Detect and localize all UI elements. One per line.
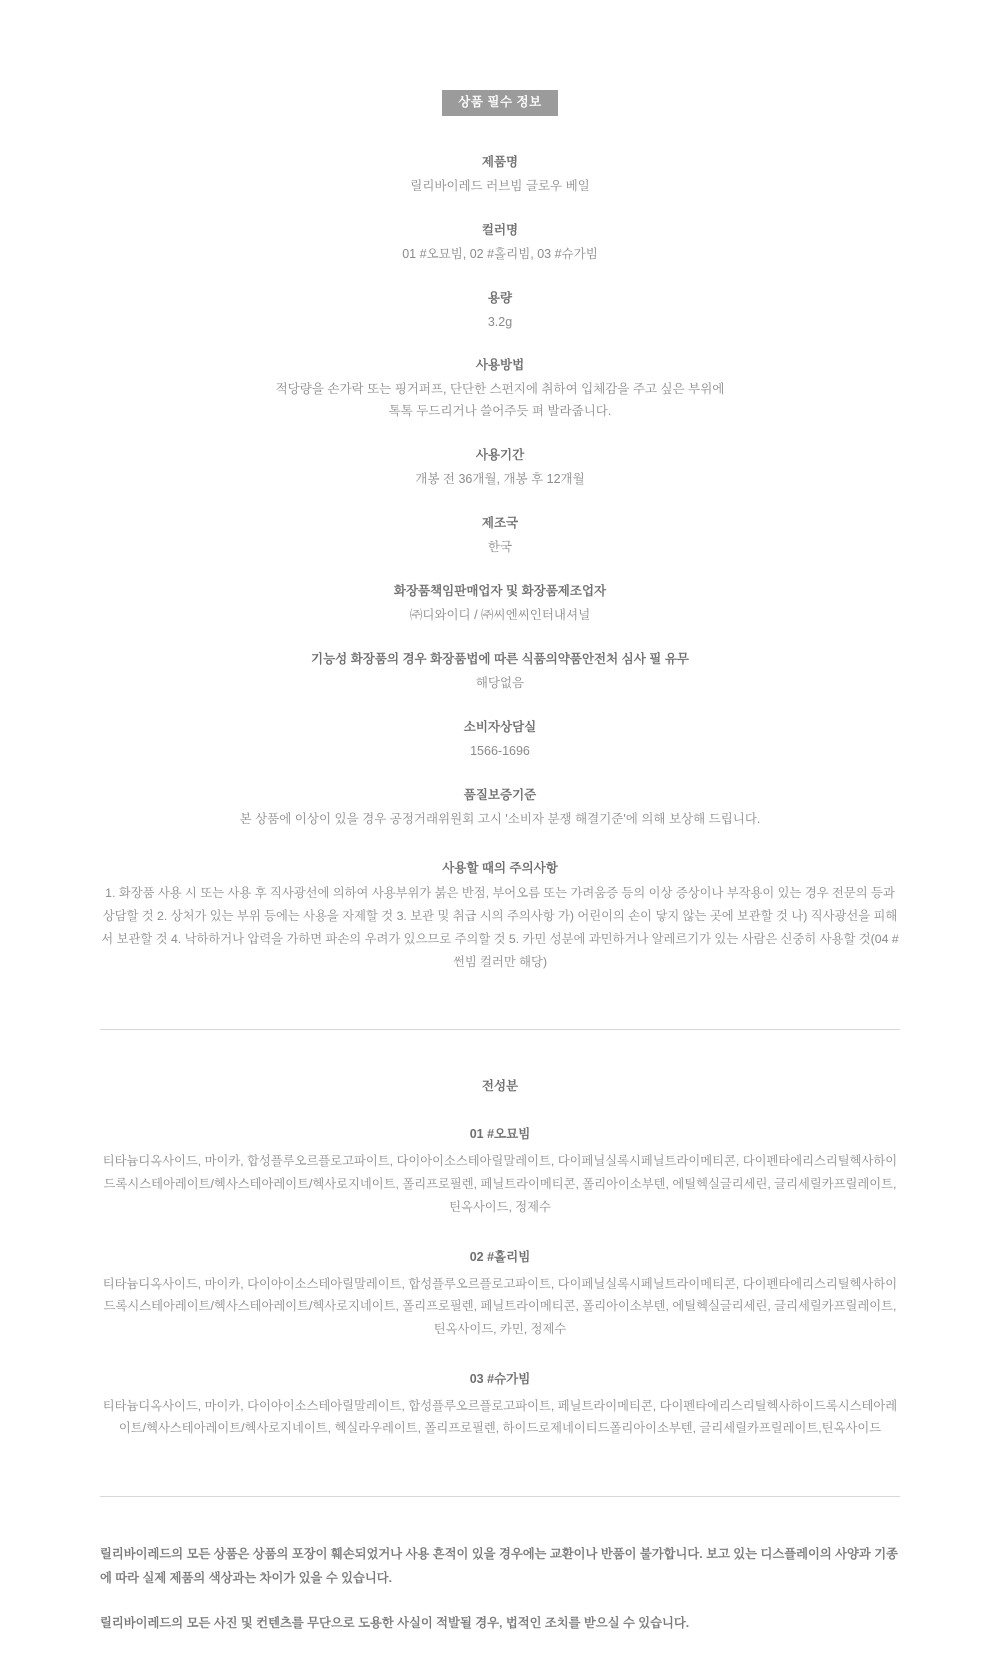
divider-top <box>100 1029 900 1030</box>
info-label: 용량 <box>487 290 513 305</box>
ingredient-group-list: 티타늄디옥사이드, 마이카, 합성플루오르플로고파이트, 다이아이소스테아릴말레이트, 다이페닐실록시페닐트라이메티콘, 다이펜타에리스리틸헥사하이드록시스테아레이트/헥사스테아레이트/헥사로지네이트, 폴리프로필렌, 페닐트라이메티콘, 폴리아이소부텐, 에틸헥실글리세린, 글리세릴카프릴레이트, 틴옥사이드, 정제수 <box>102 1154 898 1214</box>
info-block-product-name <box>100 152 900 198</box>
info-block-functional-cosmetics-review <box>100 649 900 695</box>
info-label: 사용기간 <box>475 448 525 463</box>
info-value <box>100 379 900 423</box>
info-value-line: 한국 <box>487 540 513 554</box>
footer-note-exchange-policy: 릴리바이레드의 모든 상품은 상품의 포장이 훼손되었거나 사용 흔적이 있을 경우에는 교환이나 반품이 불가합니다. 보고 있는 디스플레이의 사양과 기종에 따라 실제 제품의 색상과는 차이가 있을 수 있습니다. <box>100 1547 898 1585</box>
info-label: 화장품책임판매업자 및 화장품제조업자 <box>393 583 607 598</box>
info-value-line: 적당량을 손가락 또는 핑거퍼프, 단단한 스펀지에 취하여 입체감을 주고 싶은 부위에 <box>275 382 725 397</box>
info-block-color-name <box>100 220 900 266</box>
ingredient-group-01 <box>100 1124 900 1218</box>
info-value-line: 해당없음 <box>475 675 525 690</box>
info-value-line: 톡톡 두드리거나 쓸어주듯 펴 발라줍니다. <box>388 404 612 419</box>
ingredients-title: 전성분 <box>481 1079 519 1094</box>
info-label: 제품명 <box>481 154 519 169</box>
info-label: 기능성 화장품의 경우 화장품법에 따른 식품의약품안전처 심사 필 유무 <box>311 651 689 666</box>
info-block-how-to-use <box>100 355 900 423</box>
required-info-badge: 상품 필수 정보 <box>442 90 557 116</box>
info-value-line: 개봉 전 36개월, 개봉 후 12개월 <box>415 472 585 487</box>
info-block-quality-guarantee <box>100 785 900 831</box>
info-label: 제조국 <box>481 516 519 530</box>
info-label: 소비자상담실 <box>463 719 537 734</box>
ingredient-group-list: 티타늄디옥사이드, 마이카, 다이아이소스테아릴말레이트, 합성플루오르플로고파이트, 페닐트라이메티콘, 다이펜타에리스리틸헥사하이드록시스테아레이트/헥사스테아레이트/헥사로지네이트, 헥실라우레이트, 폴리프로필렌, 하이드로제네이티드폴리아이소부텐, 글리세릴카프릴레이트,틴옥사이드 <box>102 1398 898 1436</box>
info-block-country-of-manufacture <box>100 513 900 559</box>
info-value-line: 1566-1696 <box>470 743 530 758</box>
info-value <box>100 673 900 695</box>
footer-note-copyright: 릴리바이레드의 모든 사진 및 컨텐츠를 무단으로 도용한 사실이 적발될 경우, 법적인 조치를 받으실 수 있습니다. <box>100 1615 690 1630</box>
info-value-line: 릴리바이레드 러브빔 글로우 베일 <box>410 178 590 193</box>
info-value <box>100 809 900 831</box>
info-block-period-of-use <box>100 445 900 491</box>
info-value <box>100 312 900 334</box>
info-label: 컬러명 <box>481 222 519 237</box>
caution-label: 사용할 때의 주의사항 <box>442 861 558 876</box>
caution-text: 1. 화장품 사용 시 또는 사용 후 직사광선에 의하여 사용부위가 붉은 반점, 부어오름 또는 가려움증 등의 이상 증상이나 부작용이 있는 경우 전문의 등과 상담할 것 2. 상처가 있는 부위 등에는 사용을 자제할 것 3. 보관 및 취급 시의 주의사항 가) 어린이의 손이 닿지 않는 곳에 보관할 것 나) 직사광선을 피해서 보관할 것 4. 낙하하거나 압력을 가하면 파손의 우려가 있으므로 주의할 것 5. 카민 성분에 과민하거나 알레르기가 있는 사람은 신중히 사용할 것(04 #썬빔 컬러만 해당) <box>101 886 899 969</box>
section-badge-row <box>100 90 900 116</box>
info-label: 품질보증기준 <box>463 787 537 802</box>
info-block-volume <box>100 288 900 334</box>
info-value <box>100 244 900 266</box>
ingredient-group-list: 티타늄디옥사이드, 마이카, 다이아이소스테아릴말레이트, 합성플루오르플로고파이트, 다이페닐실록시페닐트라이메티콘, 다이펜타에리스리틸헥사하이드록시스테아레이트/헥사스테아레이트/헥사로지네이트, 폴리프로필렌, 페닐트라이메티콘, 폴리아이소부텐, 에틸헥실글리세린, 글리세릴카프릴레이트, 틴옥사이드, 카민, 정제수 <box>102 1276 898 1336</box>
info-value-line: ㈜디와이디 / ㈜씨엔씨인터내셔널 <box>409 607 591 622</box>
ingredient-group-name: 03 #슈가빔 <box>469 1371 531 1386</box>
info-value-line: 3.2g <box>487 314 513 329</box>
info-value-line: 01 #오묘빔, 02 #홀리빔, 03 #슈가빔 <box>402 246 598 261</box>
ingredient-group-02 <box>100 1247 900 1341</box>
ingredient-group-03 <box>100 1369 900 1440</box>
info-value <box>100 537 900 559</box>
ingredient-group-name: 01 #오묘빔 <box>469 1127 531 1142</box>
info-value <box>100 605 900 627</box>
info-value-line: 본 상품에 이상이 있을 경우 공정거래위원회 고시 '소비자 분쟁 해결기준'에 의해 보상해 드립니다. <box>239 811 761 826</box>
ingredient-group-name: 02 #홀리빔 <box>469 1249 531 1264</box>
info-label: 사용방법 <box>475 358 525 373</box>
info-value <box>100 469 900 491</box>
info-block-manufacturer <box>100 581 900 627</box>
info-block-customer-service <box>100 717 900 763</box>
divider-bottom <box>100 1496 900 1497</box>
info-value <box>100 176 900 198</box>
caution-section <box>100 858 900 973</box>
info-value <box>100 741 900 763</box>
